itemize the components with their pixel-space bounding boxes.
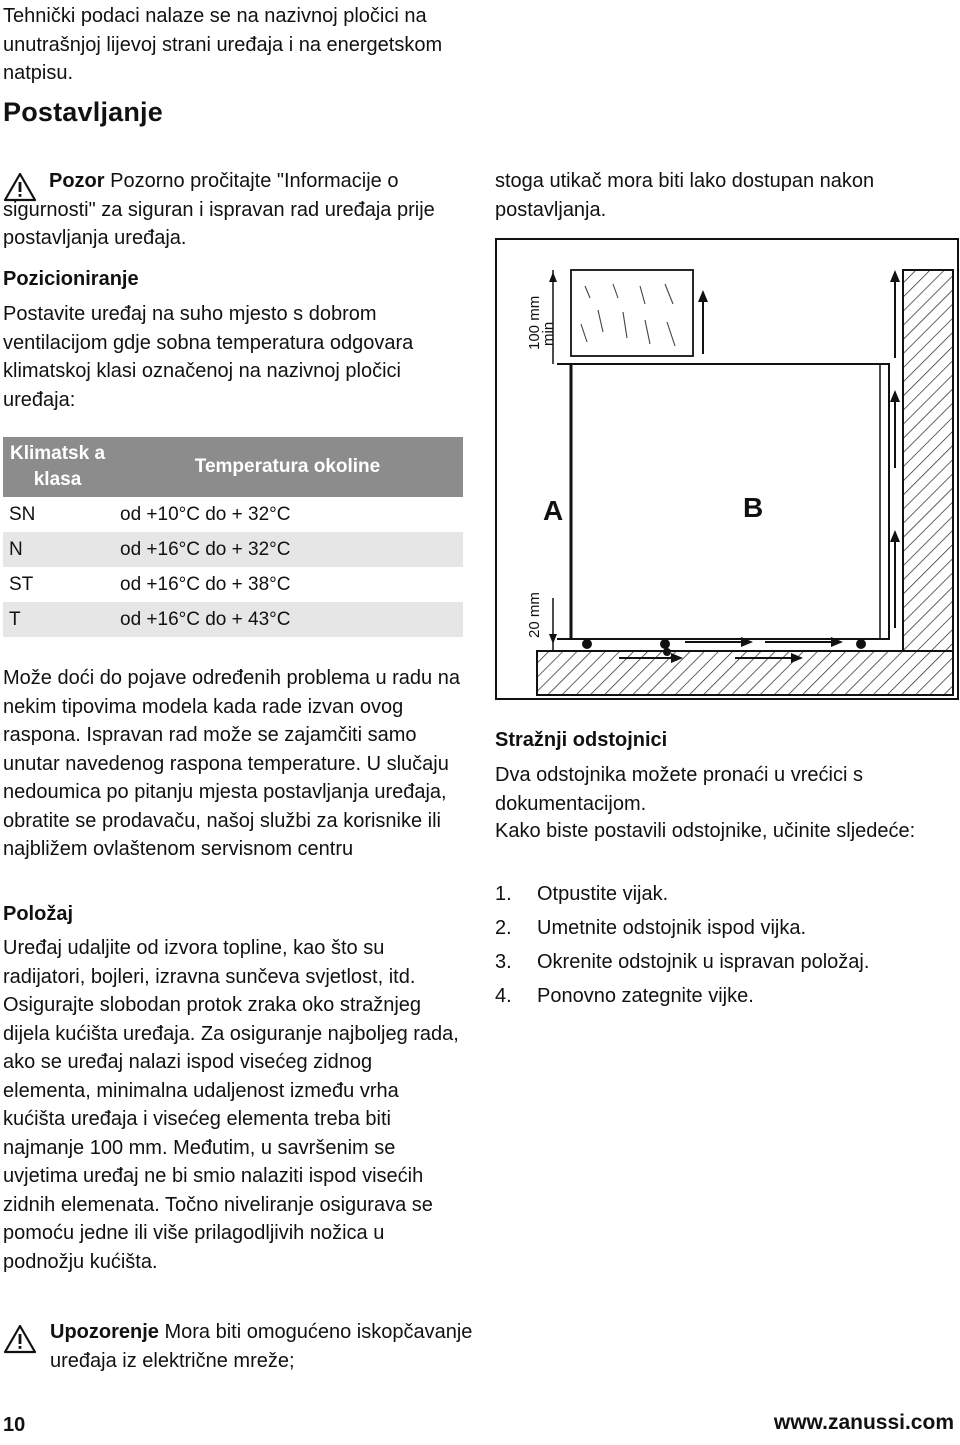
step-number: 4. [495,985,512,1007]
step-text: Umetnite odstojnik ispod vijka. [537,917,807,939]
positioning-text: Postavite uređaj na suho mjesto s dobrom ventilacijom gdje sobna temperatura odgovara klimatskoj klasi označenoj na nazivnoj pločici uređaja: [3,303,414,411]
header-climate-class: Klimatsk a klasa [3,437,112,497]
spacers-steps [495,877,945,1013]
header-ambient-temperature: Temperatura okoline [112,437,463,497]
step-text: Otpustite vijak. [537,883,669,905]
section-title: Postavljanje [3,97,163,127]
list-item [495,911,945,945]
spacers-title: Stražnji odstojnici [495,729,668,751]
dimension-top-label: 100 mm [526,295,543,350]
continued-text: stoga utikač mora biti lako dostupan nakon postavljanja. [495,170,875,221]
intro-text: Tehnički podaci nalaze se na nazivnoj pločici na unutrašnjoj lijevoj strani uređaja i na energetskom natpisu. [3,5,443,84]
dimension-min-label: min [540,321,557,346]
climate-table [3,437,463,637]
step-number: 1. [495,883,512,905]
climate-class-cell: T [3,602,112,637]
table-row [3,602,463,637]
table-row [3,567,463,602]
warning-label: Pozor [49,170,105,192]
warning-paragraph [50,1318,480,1375]
website-link[interactable]: www.zanussi.com [773,1411,954,1434]
step-text: Okrenite odstojnik u ispravan položaj. [537,951,870,973]
table-row [3,532,463,567]
warning-label: Upozorenje [50,1321,159,1343]
positioning-title: Pozicioniranje [3,268,139,290]
warning-icon [3,1324,37,1359]
temperature-range-cell: od +10°C do + 32°C [112,497,463,532]
dimension-bottom-label: 20 mm [526,592,543,638]
list-item [495,979,945,1013]
page-number: 10 [3,1414,26,1436]
location-text: Uređaj udaljite od izvora topline, kao što su radijatori, bojleri, izravna sunčeva svjetlost, itd. Osigurajte slobodan protok zraka oko stražnjeg dijela kućišta uređaja. Za osiguranje najboljeg rada, ako se uređaj nalazi ispod visećeg zidnog elementa, minimalna udaljenost između vrha kućišta uređaja i visećeg elementa treba biti najmanje 100 mm. Međutim, u savršenim se uvjetima uređaj ne bi smio nalaziti ispod visećih zidnih elemenata. Točno niveliranje osigurava se pomoću jedne ili više prilagodljivih nožica u podnožju kućišta. [3,937,459,1273]
spacers-para-2: Kako biste postavili odstojnike, učinite sljedeće: [495,820,916,842]
climate-class-cell: SN [3,497,112,532]
table-header-row [3,437,463,497]
temperature-range-cell: od +16°C do + 43°C [112,602,463,637]
warning-text: Mora biti omogućeno iskopčavanje uređaja iz električne mreže; [50,1321,473,1372]
location-title: Položaj [3,903,74,925]
warning-paragraph [3,167,473,253]
temperature-range-cell: od +16°C do + 32°C [112,532,463,567]
diagram-label-a: A [543,495,564,526]
list-item [495,877,945,911]
list-item [495,945,945,979]
climate-class-cell: ST [3,567,112,602]
step-text: Ponovno zategnite vijke. [537,985,754,1007]
step-number: 3. [495,951,512,973]
problems-text: Može doći do pojave određenih problema u radu na nekim tipovima modela kada rade izvan ovog raspona. Ispravan rad može se zajamčiti samo unutar navedenog raspona temperature. U slučaju nedoumica po pitanju mjesta postavljanja uređaja, obratite se prodavaču, našoj službi za korisnike ili najbližem ovlaštenom servisnom centru [3,667,460,860]
spacers-para-1: Dva odstojnika možete pronaći u vrećici s dokumentacijom. [495,764,863,815]
diagram-label-b: B [743,492,764,523]
installation-diagram [495,238,959,700]
temperature-range-cell: od +16°C do + 38°C [112,567,463,602]
warning-text: Pozorno pročitajte "Informacije o sigurnosti" za siguran i ispravan rad uređaja prije postavljanja uređaja. [3,170,435,249]
step-number: 2. [495,917,512,939]
table-row [3,497,463,532]
climate-class-cell: N [3,532,112,567]
